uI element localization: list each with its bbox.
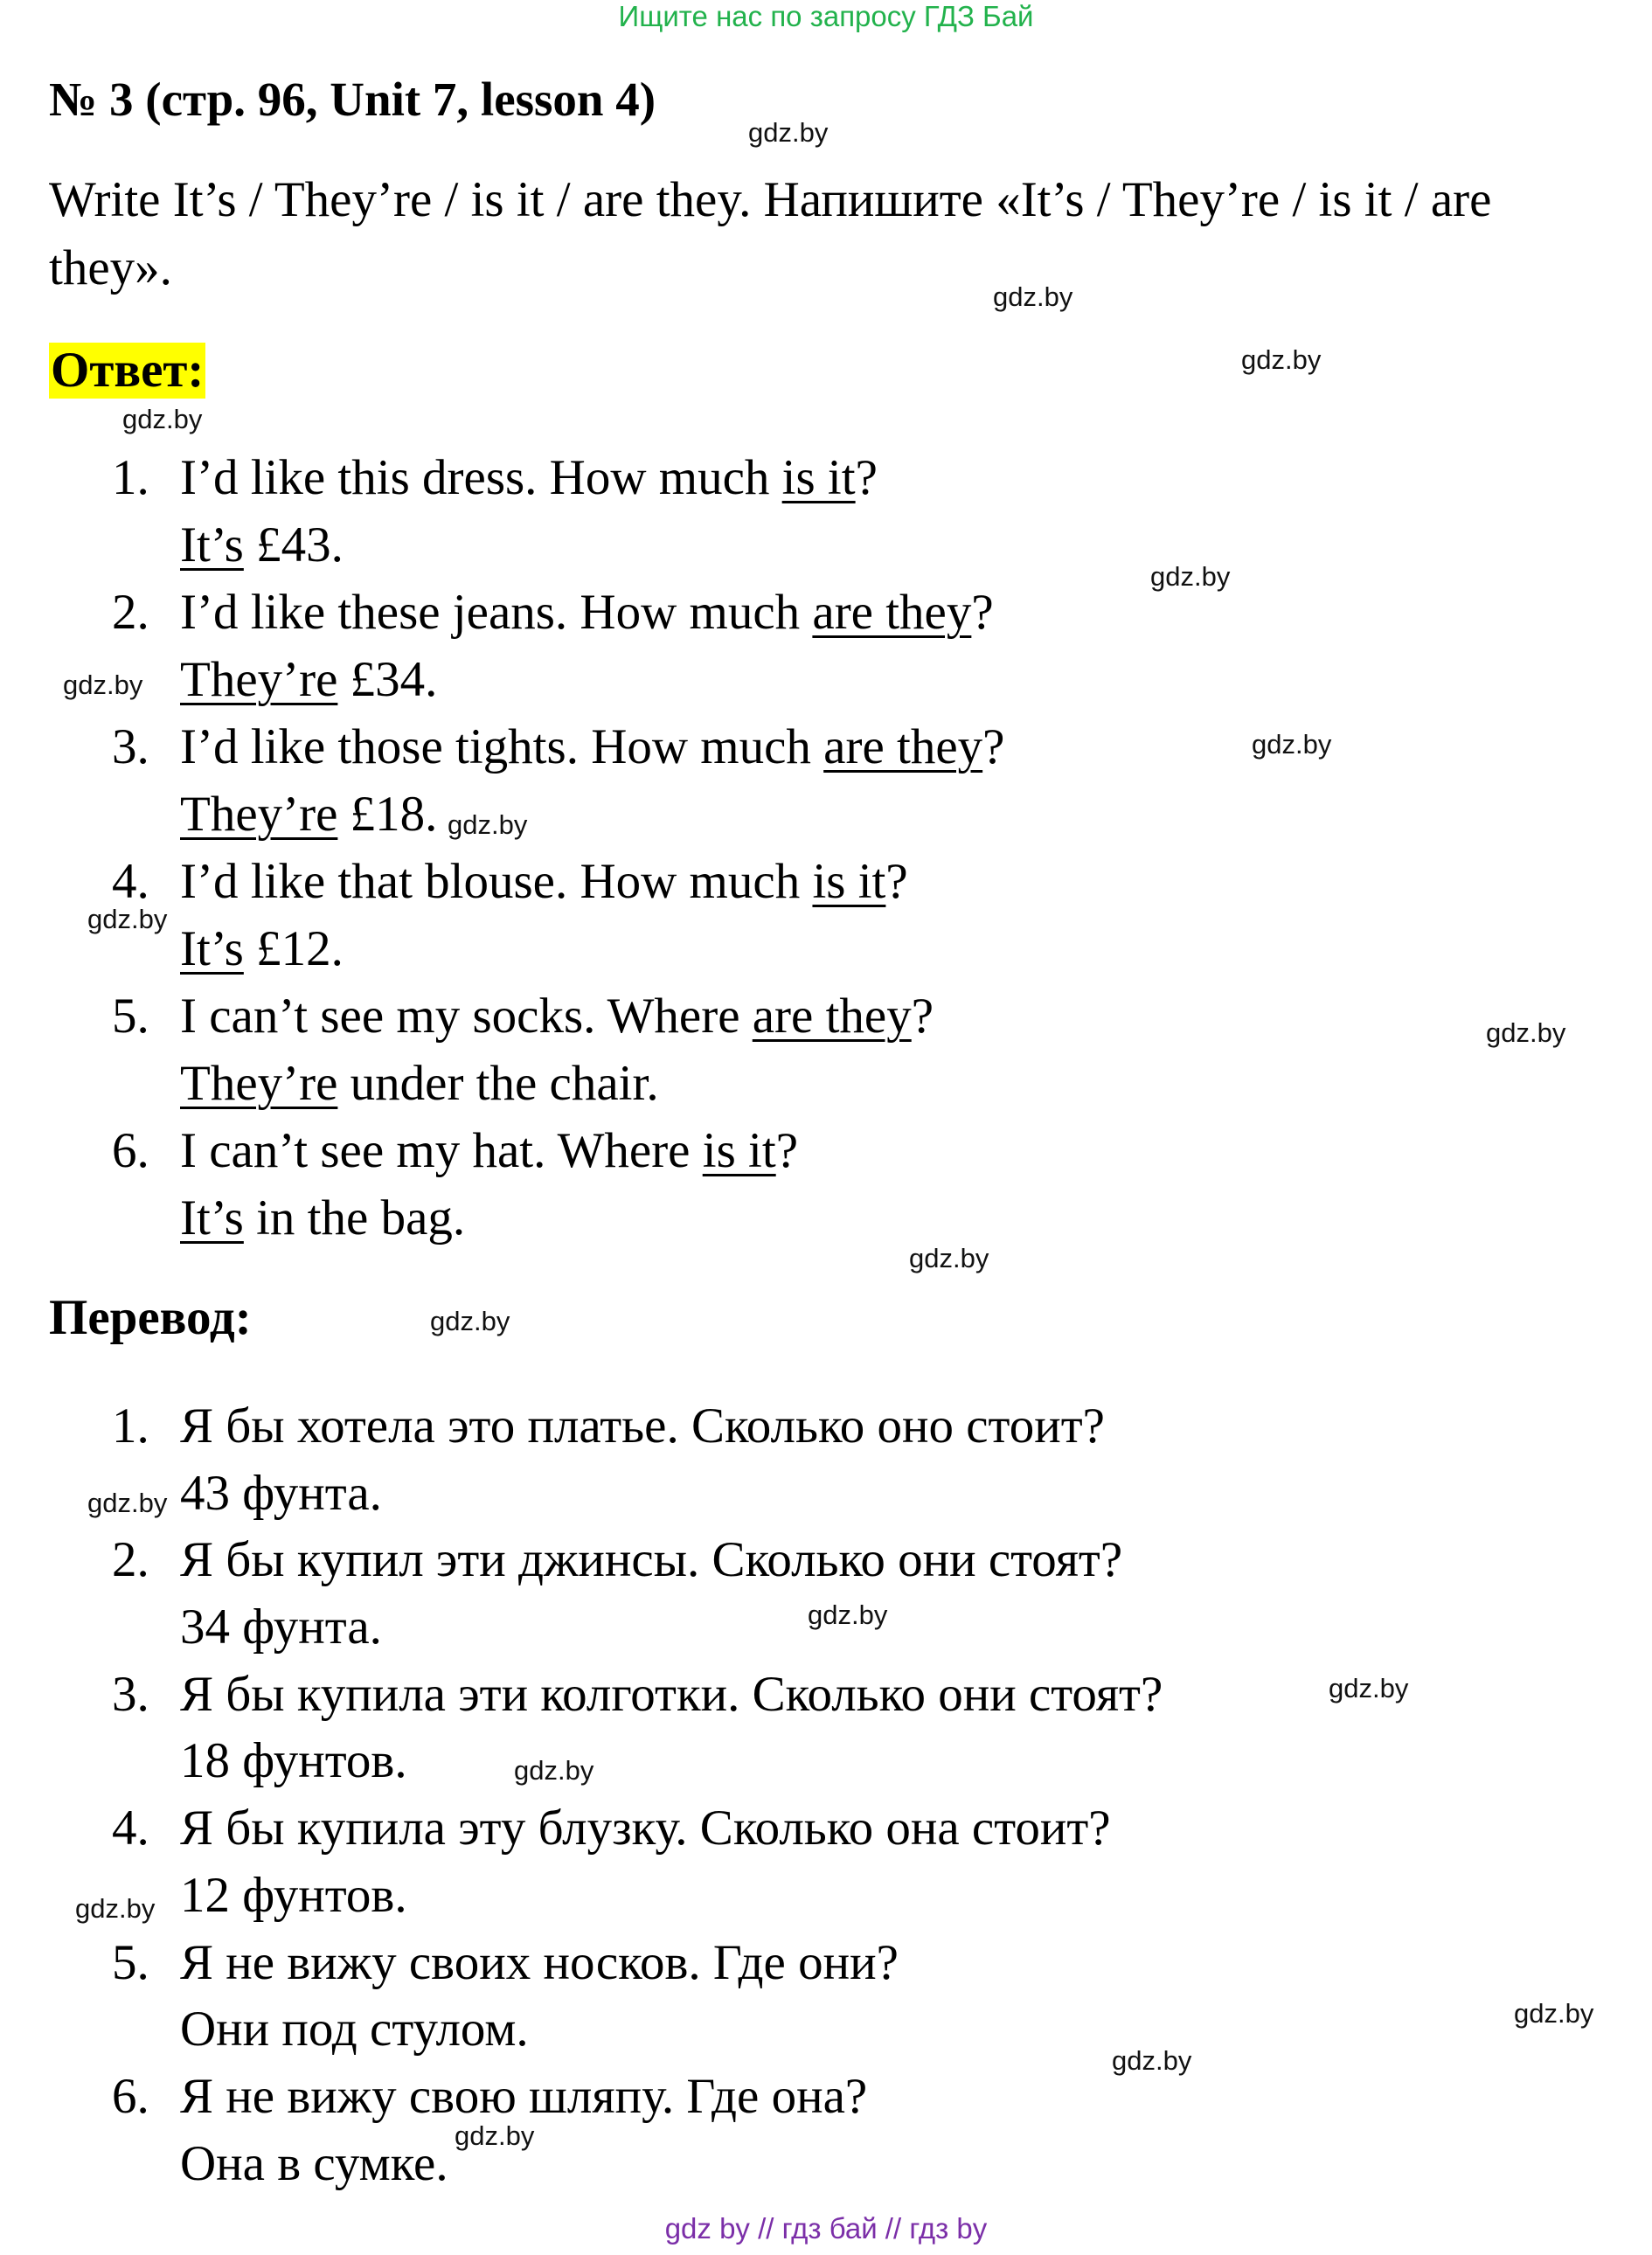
item-number: 6. [112,1123,149,1178]
translation-reply: 18 фунтов. [180,1733,407,1789]
underlined-answer: are they [823,719,983,774]
translation-question: Я бы купила эти колготки. Сколько они стоят? [180,1666,1163,1722]
question-text: I’d like these jeans. How much are they? [180,585,994,640]
underlined-answer: are they [812,585,972,640]
translation-question: Я бы купил эти джинсы. Сколько они стоят? [180,1532,1123,1588]
watermark: gdz.by [909,1243,989,1273]
top-banner[interactable]: Ищите нас по запросу ГДЗ Бай [618,0,1034,32]
watermark: gdz.by [1486,1017,1566,1048]
reply-text: They’re £34. [180,652,438,707]
question-text: I can’t see my hat. Where is it? [180,1123,798,1178]
underlined-answer: They’re [180,787,338,842]
watermark: gdz.by [1514,1998,1594,2029]
watermark: gdz.by [1150,561,1231,592]
reply-text: It’s in the bag. [180,1190,466,1245]
watermark: gdz.by [748,117,829,148]
item-number: 1. [112,450,149,505]
translation-reply: Она в сумке. [180,2135,448,2191]
item-number: 2. [112,585,149,640]
watermark: gdz.by [455,2120,535,2151]
watermark: gdz.by [808,1599,888,1630]
watermark: gdz.by [1252,729,1332,760]
underlined-answer: is it [812,854,886,909]
reply-text: They’re £18. [180,787,438,842]
translation-question: Я бы хотела это платье. Сколько оно стоит? [180,1398,1105,1454]
translation-reply: 12 фунтов. [180,1867,407,1923]
item-number: 4. [112,1801,149,1856]
underlined-answer: They’re [180,652,338,707]
instruction: Write It’s / They’re / is it / are they. Напишите «It’s / They’re / is it / are they». [49,172,1492,295]
translation-question: Я бы купила эту блузку. Сколько она стоит? [180,1801,1111,1856]
answer-heading: Ответ: [51,343,205,398]
watermark: gdz.by [430,1306,510,1336]
watermark: gdz.by [1329,1673,1409,1703]
watermark: gdz.by [75,1893,156,1924]
reply-text: It’s £12. [180,921,344,976]
underlined-answer: It’s [180,921,244,976]
watermark: gdz.by [63,670,143,700]
watermark: gdz.by [122,404,203,434]
task-title: № 3 (стр. 96, Unit 7, lesson 4) [49,73,656,126]
reply-text: It’s £43. [180,517,344,572]
item-number: 2. [112,1532,149,1588]
translation-question: Я не вижу свою шляпу. Где она? [180,2068,868,2124]
translation-heading: Перевод: [49,1290,252,1345]
reply-text: They’re under the chair. [180,1056,659,1111]
watermark: gdz.by [448,809,528,840]
item-number: 5. [112,989,149,1044]
translation-reply: 34 фунта. [180,1599,382,1655]
footer-links[interactable]: gdz by // гдз бай // гдз by [664,2212,988,2245]
underlined-answer: is it [702,1123,776,1178]
item-number: 6. [112,2068,149,2124]
underlined-answer: is it [781,450,856,505]
item-number: 3. [112,719,149,774]
watermark: gdz.by [87,1488,168,1518]
item-number: 4. [112,854,149,909]
item-number: 3. [112,1666,149,1722]
underlined-answer: It’s [180,517,244,572]
translation-reply: Они под стулом. [180,2002,529,2057]
item-number: 5. [112,1934,149,1990]
question-text: I’d like this dress. How much is it? [180,450,878,505]
underlined-answer: are they [752,989,912,1044]
underlined-answer: They’re [180,1056,338,1111]
item-number: 1. [112,1398,149,1454]
translation-question: Я не вижу своих носков. Где они? [180,1934,899,1990]
watermark: gdz.by [993,281,1073,312]
translation-reply: 43 фунта. [180,1465,382,1521]
watermark: gdz.by [1241,344,1322,375]
watermark: gdz.by [87,904,168,934]
watermark: gdz.by [1112,2045,1192,2076]
question-text: I can’t see my socks. Where are they? [180,989,934,1044]
question-text: I’d like those tights. How much are they? [180,719,1005,774]
underlined-answer: It’s [180,1190,244,1245]
question-text: I’d like that blouse. How much is it? [180,854,908,909]
watermark: gdz.by [514,1755,594,1786]
